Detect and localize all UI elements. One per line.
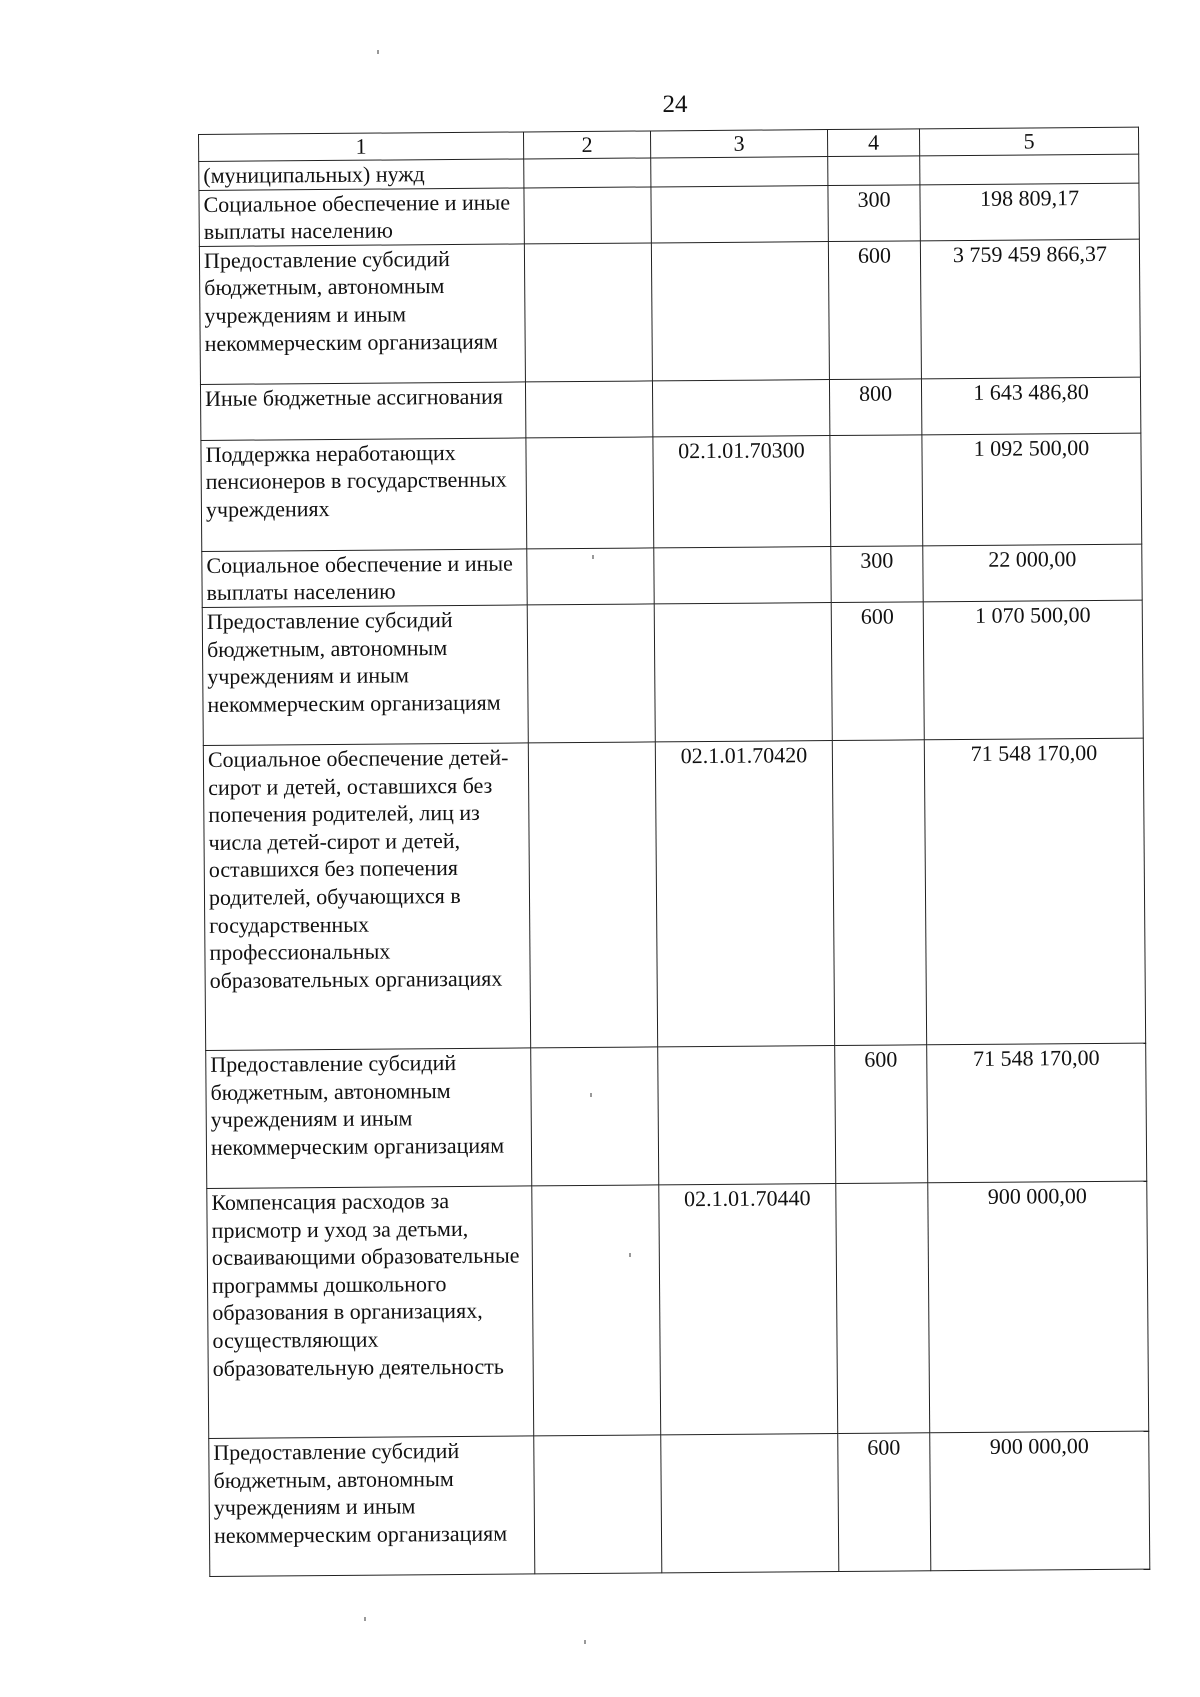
row-col2-cell	[527, 548, 654, 605]
row-amount-cell: 1 092 500,00	[922, 433, 1142, 546]
header-cell-1: 1	[199, 132, 524, 162]
scan-speck	[364, 1617, 366, 1621]
scan-speck	[592, 555, 594, 559]
row-col2-cell	[528, 742, 657, 1048]
budget-table	[198, 127, 1150, 1577]
page-number: 24	[662, 91, 688, 118]
row-amount-cell	[920, 154, 1139, 184]
row-expense-type-cell	[836, 1183, 930, 1434]
row-name-cell: Предоставление субсидий бюджетным, автономным учреждениям и иным некоммерческим организациям	[199, 244, 525, 385]
table-body	[199, 154, 1150, 1576]
row-code-cell	[651, 157, 828, 187]
header-cell-4: 4	[827, 129, 919, 157]
table-row	[199, 183, 1139, 247]
row-expense-type-cell: 800	[829, 379, 921, 436]
row-expense-type-cell	[828, 156, 920, 185]
row-amount-cell: 1 643 486,80	[921, 377, 1140, 435]
row-code-cell: 02.1.01.70440	[659, 1183, 838, 1434]
row-code-cell	[658, 1045, 836, 1184]
table-row	[206, 1043, 1147, 1188]
table-row	[201, 433, 1142, 551]
table-row	[200, 377, 1140, 440]
table-row	[207, 1181, 1149, 1438]
row-col2-cell	[526, 437, 654, 549]
row-amount-cell: 71 548 170,00	[927, 1043, 1147, 1183]
row-expense-type-cell: 300	[828, 184, 920, 241]
header-cell-3: 3	[650, 130, 827, 158]
row-col2-cell	[534, 1435, 662, 1574]
row-amount-cell: 71 548 170,00	[924, 738, 1145, 1045]
row-expense-type-cell	[830, 435, 923, 547]
row-name-cell: Социальное обеспечение и иные выплаты населению	[199, 188, 524, 247]
row-code-cell	[652, 379, 829, 436]
header-cell-2: 2	[523, 131, 650, 159]
row-amount-cell: 22 000,00	[923, 544, 1142, 602]
row-name-cell: Компенсация расходов за присмотр и уход за детьми, осваивающими образовательные программы дошкольного образования в организациях, осуществляющих образовательную деятельность	[207, 1186, 534, 1439]
row-name-cell: Предоставление субсидий бюджетным, автономным учреждениям и иным некоммерческим организациям	[202, 605, 528, 746]
row-expense-type-cell	[832, 740, 926, 1046]
scan-speck	[590, 1093, 592, 1097]
row-code-cell	[651, 185, 828, 243]
row-col2-cell	[524, 243, 652, 382]
scan-speck	[377, 50, 379, 54]
row-col2-cell	[524, 187, 651, 244]
scan-speck	[629, 1253, 631, 1257]
table-row	[202, 600, 1143, 745]
row-col2-cell	[527, 604, 655, 743]
row-code-cell: 02.1.01.70300	[653, 435, 831, 547]
row-col2-cell	[525, 381, 652, 438]
row-col2-cell	[532, 1185, 661, 1436]
row-code-cell	[654, 603, 832, 742]
scan-speck	[584, 1640, 586, 1644]
row-name-cell: (муниципальных) нужд	[199, 159, 524, 190]
row-code-cell	[661, 1433, 839, 1572]
row-amount-cell: 900 000,00	[928, 1181, 1149, 1433]
row-amount-cell: 900 000,00	[930, 1431, 1150, 1571]
table-row	[199, 239, 1140, 384]
row-code-cell	[651, 241, 829, 380]
row-code-cell	[654, 546, 831, 604]
row-expense-type-cell: 600	[831, 602, 924, 741]
row-expense-type-cell: 600	[838, 1433, 931, 1572]
row-col2-cell	[531, 1047, 659, 1186]
row-name-cell: Предоставление субсидий бюджетным, автономным учреждениям и иным некоммерческим организациям	[209, 1436, 535, 1577]
row-amount-cell: 198 809,17	[920, 183, 1139, 241]
header-cell-5: 5	[919, 127, 1138, 156]
row-expense-type-cell: 600	[835, 1045, 928, 1184]
row-expense-type-cell: 600	[828, 241, 921, 380]
row-name-cell: Поддержка неработающих пенсионеров в государственных учреждениях	[201, 438, 527, 552]
table-row	[203, 738, 1145, 1050]
row-amount-cell: 1 070 500,00	[923, 600, 1143, 740]
table-row	[209, 1431, 1150, 1576]
row-name-cell: Социальное обеспечение и иные выплаты населению	[202, 549, 527, 608]
row-expense-type-cell: 300	[831, 546, 923, 603]
row-code-cell: 02.1.01.70420	[655, 741, 834, 1047]
row-name-cell: Иные бюджетные ассигнования	[200, 382, 525, 441]
table-row	[202, 544, 1142, 608]
row-name-cell: Социальное обеспечение детей-сирот и детей, оставшихся без попечения родителей, лиц из числа детей-сирот и детей, оставшихся без попечения родителей, обучающихся в государственных профессиональных образовательных организациях	[203, 743, 530, 1051]
row-col2-cell	[524, 158, 651, 188]
row-name-cell: Предоставление субсидий бюджетным, автономным учреждениям и иным некоммерческим организациям	[206, 1048, 532, 1189]
row-amount-cell: 3 759 459 866,37	[920, 239, 1140, 379]
